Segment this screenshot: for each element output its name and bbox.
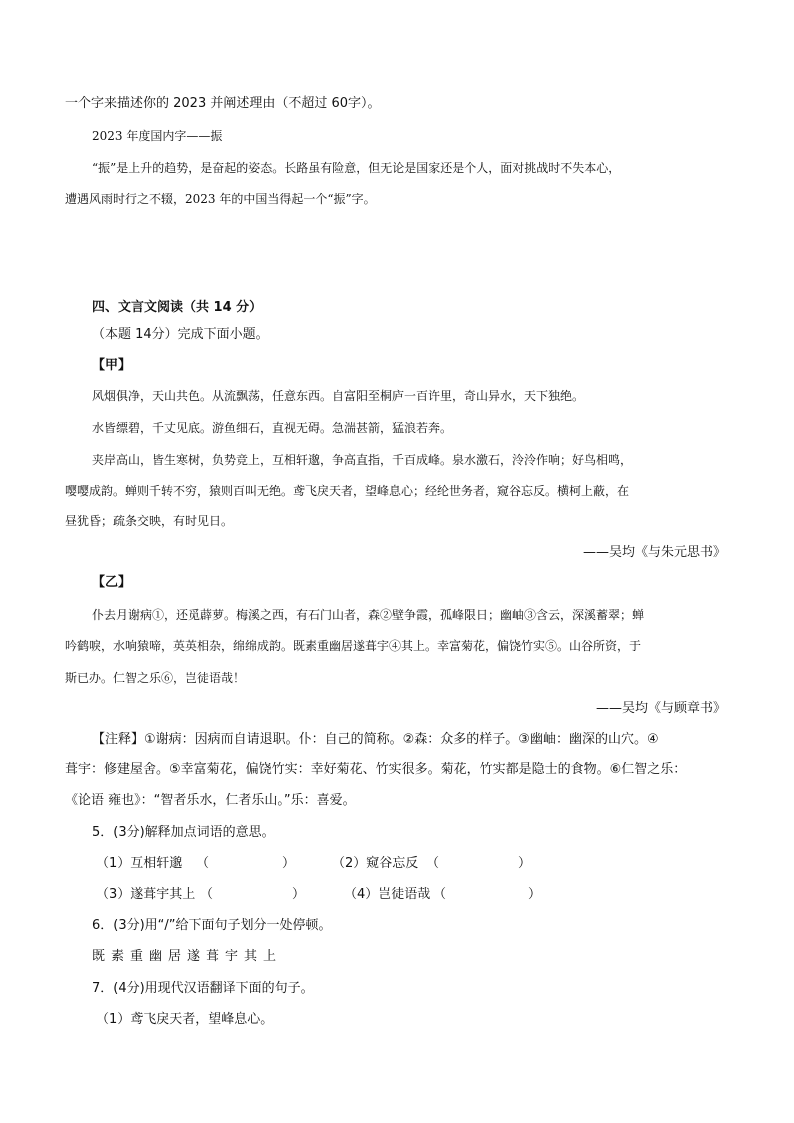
q5-item-4-open-paren: （ [433, 887, 447, 902]
question-7: 7．(4分)用现代汉语翻译下面的句子。 [92, 981, 314, 996]
section-instruction: （本题 14分）完成下面小题。 [92, 327, 269, 342]
section-heading: 四、文言文阅读（共 14 分） [92, 300, 263, 315]
jia-paragraph-3-line-2: 嘤嘤成韵。蝉则千转不穷，猿则百叫无绝。鸢飞戾天者，望峰息心；经纶世务者，窥谷忘反。横柯上蔽，在 [65, 484, 630, 498]
question-5: 5．(3分)解释加点词语的意思。 [92, 825, 275, 840]
yi-line-2: 吟鹤唳，水响猿啼，英英相杂，绵绵成韵。既素重幽居遂葺宇④其上。幸富菊花，偏饶竹实⑤。山谷所资，于 [65, 639, 642, 653]
q5-item-3: （3）遂葺宇其上 [96, 887, 196, 902]
notes-line-2: 葺宇：修建屋舍。⑤幸富菊花，偏饶竹实：幸好菊花、竹实很多。菊花，竹实都是隐士的食物。⑥仁智之乐： [65, 762, 687, 777]
jia-source: ——吴均《与朱元思书》 [582, 545, 726, 560]
answer-line-1: “振”是上升的趋势，是奋起的姿态。长路虽有险意，但无论是国家还是个人，面对挑战时不失本心， [92, 161, 621, 175]
jia-paragraph-3-line-1: 夹岸高山，皆生寒树，负势竞上，互相轩邈，争高直指，千百成峰。泉水激石，泠泠作响；好鸟相鸣， [92, 453, 633, 467]
jia-paragraph-2: 水皆缥碧，千丈见底。游鱼细石，直视无碍。急湍甚箭，猛浪若奔。 [92, 421, 453, 435]
answer-line-2: 遭遇风雨时行之不辍，2023 年的中国当得起一个“振”字。 [65, 192, 376, 206]
jia-paragraph-1: 风烟俱净，天山共色。从流飘荡，任意东西。自富阳至桐庐一百许里，奇山异水，天下独绝。 [92, 389, 585, 403]
q5-item-2-open-paren: （ [426, 856, 440, 871]
q7-item-1: （1）鸢飞戾天者，望峰息心。 [96, 1012, 274, 1027]
q5-item-1-open-paren: （ [196, 856, 210, 871]
notes-line-1: 【注释】①谢病：因病而自请退职。仆：自己的简称。②森：众多的样子。③幽岫：幽深的山穴。④ [92, 732, 659, 747]
yi-line-1: 仆去月谢病①，还觅薜萝。梅溪之西，有石门山者，森②壁争霞，孤峰限日；幽岫③含云，深溪蓄翠；蝉 [92, 608, 645, 622]
q5-item-4: （4）岂徒语哉 [344, 887, 431, 902]
yi-source: ——吴均《与顾章书》 [595, 701, 726, 716]
q5-item-1: （1）互相轩邈 [96, 856, 183, 871]
yi-line-3: 斯已办。仁智之乐⑥，岂徒语哉！ [65, 671, 246, 685]
jia-paragraph-3-line-3: 昼犹昏；疏条交映，有时见日。 [65, 514, 234, 528]
passage-jia-label: 【甲】 [92, 358, 132, 373]
intro-question-line: 一个字来描述你的 2023 并阐述理由（不超过 60字）。 [65, 96, 381, 111]
q5-item-3-close-paren: ） [292, 887, 306, 902]
q5-item-2-close-paren: ） [518, 856, 532, 871]
q6-sentence: 既素重幽居遂葺宇其上 [92, 949, 283, 964]
q5-item-2: （2）窥谷忘反 [332, 856, 419, 871]
q5-item-4-close-paren: ） [528, 887, 542, 902]
answer-title: 2023 年度国内字——振 [92, 129, 223, 143]
question-6: 6．(3分)用“/”给下面句子划分一处停顿。 [92, 918, 332, 933]
passage-yi-label: 【乙】 [92, 575, 132, 590]
q5-item-3-open-paren: （ [200, 887, 214, 902]
notes-line-3: 《论语 雍也》：“智者乐水，仁者乐山。”乐：喜爱。 [65, 793, 356, 808]
q5-item-1-close-paren: ） [282, 856, 296, 871]
